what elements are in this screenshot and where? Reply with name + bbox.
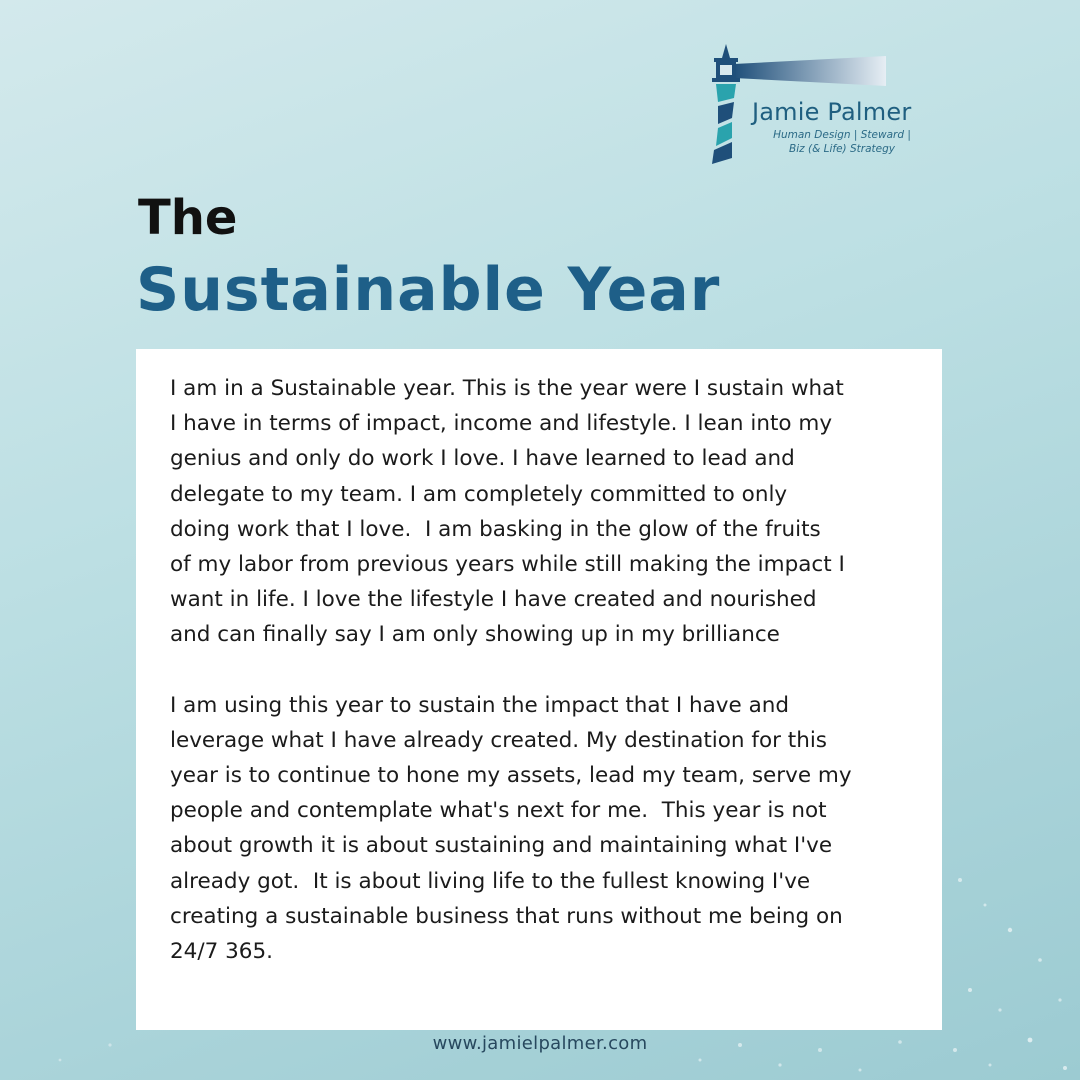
brand-tagline-line-2: Biz (& Life) Strategy <box>789 143 895 155</box>
p2-line: I am using this year to sustain the impact that I have and <box>170 692 790 718</box>
p2-line: people and contemplate what's next for me. This year is not <box>170 798 827 824</box>
text-card <box>136 349 942 1030</box>
p1-line: genius and only do work I love. I have learned to lead and <box>170 446 795 472</box>
p1-line: I am in a Sustainable year. This is the year were I sustain what <box>170 376 844 401</box>
page-title: Sustainable Year <box>136 255 721 325</box>
brand-tagline-line-1: Human Design | Steward | <box>773 129 911 141</box>
body-paragraph-2 <box>170 688 908 970</box>
p2-line: 24/7 365. <box>170 939 273 965</box>
p2-line: about growth it is about sustaining and maintaining what I've <box>170 833 833 859</box>
brand-tagline <box>756 128 928 156</box>
p1-line: and can finally say I am only showing up in my brilliance <box>170 622 780 648</box>
p2-line: creating a sustainable business that runs without me being on <box>170 903 843 929</box>
heading-pre: The <box>138 190 238 246</box>
p1-line: delegate to my team. I am completely committed to only <box>170 481 788 507</box>
p2-line: leverage what I have already created. My destination for this <box>170 727 828 753</box>
body-paragraph-1 <box>170 371 908 653</box>
p1-line: want in life. I love the lifestyle I have created and nourished <box>170 587 817 613</box>
brand-name: Jamie Palmer <box>752 98 912 126</box>
p1-line: of my labor from previous years while still making the impact I <box>170 552 845 578</box>
p2-line: already got. It is about living life to the fullest knowing I've <box>170 868 811 894</box>
p1-line: I have in terms of impact, income and lifestyle. I lean into my <box>170 411 833 437</box>
website-link[interactable]: www.jamielpalmer.com <box>432 1033 648 1054</box>
brand-logo <box>700 40 940 170</box>
p2-line: year is to continue to hone my assets, lead my team, serve my <box>170 763 852 789</box>
p1-line: doing work that I love. I am basking in the glow of the fruits <box>170 516 821 542</box>
